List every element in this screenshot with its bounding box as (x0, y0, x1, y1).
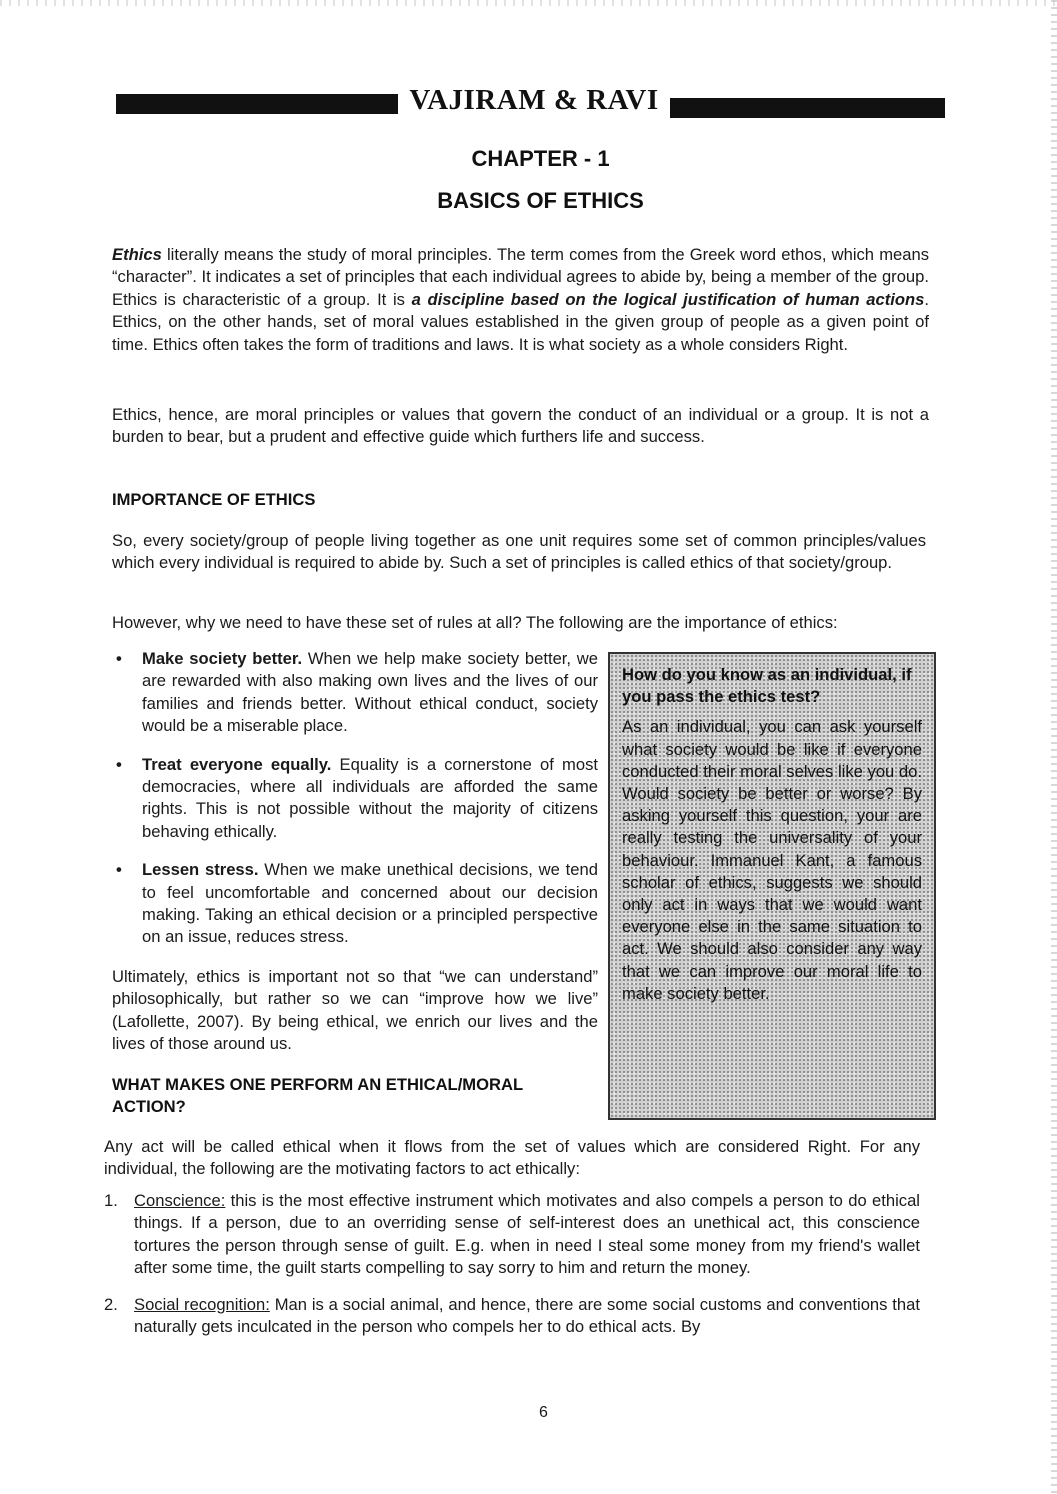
list-term: Social recognition: (134, 1294, 270, 1314)
bullet-lead: Treat everyone equally. (142, 754, 332, 774)
bullet-text: When we make unethical decisions, we tend to feel uncomfortable and concerned about our decision making. Taking an ethical decision or a principled perspective on an issue, reduces stress. (142, 860, 598, 947)
bullet-icon: • (116, 649, 122, 668)
bullet-text: Equality is a cornerstone of most democracies, where all individuals are afforded the same rights. This is not possible without the majority of citizens behaving ethically. (142, 754, 598, 841)
brand-bar-left (116, 94, 398, 114)
ethics-test-question: How do you know as an individual, if you pass the ethics test? (622, 665, 912, 707)
chapter-subtitle: BASICS OF ETHICS (437, 188, 644, 213)
bullet-item (112, 859, 598, 949)
importance-paragraph-2: However, why we need to have these set of rules at all? The following are the importance of ethics: (112, 613, 838, 632)
intro-lead-term: Ethics (112, 245, 162, 264)
action-intro: Any act will be called ethical when it flows from the set of values which are considered Right. For any individual, the following are the motivating factors to act ethically: (104, 1137, 920, 1179)
list-item (104, 1190, 920, 1280)
bullet-lead: Lessen stress. (142, 860, 259, 880)
scan-edge-right (1051, 0, 1057, 1494)
bullet-text: When we help make society better, we are rewarded with also making own lives and the lives of our families and friends better. Without ethical conduct, society would be a miserable place. (142, 649, 599, 736)
intro-emphasis: a discipline based on the logical justification of human actions (411, 289, 925, 309)
importance-bullet-list (112, 648, 598, 965)
importance-conclusion: Ultimately, ethics is important not so that “we can understand” philosophically, but rather so we can “improve how we live” (Lafollette, 2007). By being ethical, we enrich our lives and the lives of those around us. (112, 967, 598, 1054)
list-text: Man is a social animal, and hence, there are some social customs and conventions that naturally gets inculcated in the person who compels her to do ethical acts. By (134, 1294, 920, 1337)
bullet-item (112, 648, 598, 738)
bullet-icon: • (116, 860, 122, 880)
action-heading: WHAT MAKES ONE PERFORM AN ETHICAL/MORAL ACTION? (112, 1075, 523, 1116)
intro-text-a: literally means the study of moral principles. The term comes from the Greek word ethos, which means “character”. It indicates a set of principles that each individual agrees to abide by, being a member of the group. Ethics is characteristic of a group. It is (112, 245, 929, 309)
intro-text-b: . Ethics, on the other hands, set of moral values established in the given group of people as a given point of time. Ethics often takes the form of traditions and laws. It is what society as a whole considers Right. (112, 289, 930, 354)
ethics-test-answer: As an individual, you can ask yourself what society would be like if everyone conducted their moral selves like you do. Would society be better or worse? By asking yourself this question, your are really testing the universality of your behaviour. Immanuel Kant, a famous scholar of ethics, suggests we should only act in ways that we would want everyone else in the same situation to act. We should also consider any way that we can improve our moral life to make society better. (622, 717, 922, 1003)
importance-heading: IMPORTANCE OF ETHICS (112, 490, 316, 509)
list-item (104, 1294, 920, 1339)
bullet-item (112, 754, 598, 844)
brand-bar-right (670, 98, 945, 118)
list-text: this is the most effective instrument which motivates and also compels a person to do ethical things. If a person, due to an overriding sense of self-interest does an unethical act, this conscience tortures the person through sense of guilt. E.g. when in need I steal some money from my friend's wallet after some time, the guilt starts compelling to say sorry to him and return the money. (134, 1191, 920, 1278)
bullet-lead: Make society better. (142, 649, 303, 668)
chapter-title: CHAPTER - 1 (471, 146, 610, 171)
brand-title: VAJIRAM & RAVI (409, 84, 659, 116)
intro-paragraph-1 (112, 244, 929, 356)
motivating-factors-list (104, 1190, 920, 1352)
list-number: 1. (104, 1191, 118, 1210)
scan-edge-top (0, 0, 1057, 6)
brand-header (116, 84, 945, 124)
page-number: 6 (539, 1404, 548, 1421)
intro-paragraph-2: Ethics, hence, are moral principles or values that govern the conduct of an individual or a group. It is not a burden to bear, but a prudent and effective guide which furthers life and success. (112, 405, 929, 447)
list-number: 2. (104, 1294, 118, 1314)
list-term: Conscience: (134, 1191, 226, 1210)
ethics-test-box (608, 652, 936, 1120)
bullet-icon: • (116, 754, 122, 774)
importance-paragraph-1: So, every society/group of people living together as one unit requires some set of common principles/values which every individual is required to abide by. Such a set of principles is called ethics of that society/group. (112, 531, 926, 573)
